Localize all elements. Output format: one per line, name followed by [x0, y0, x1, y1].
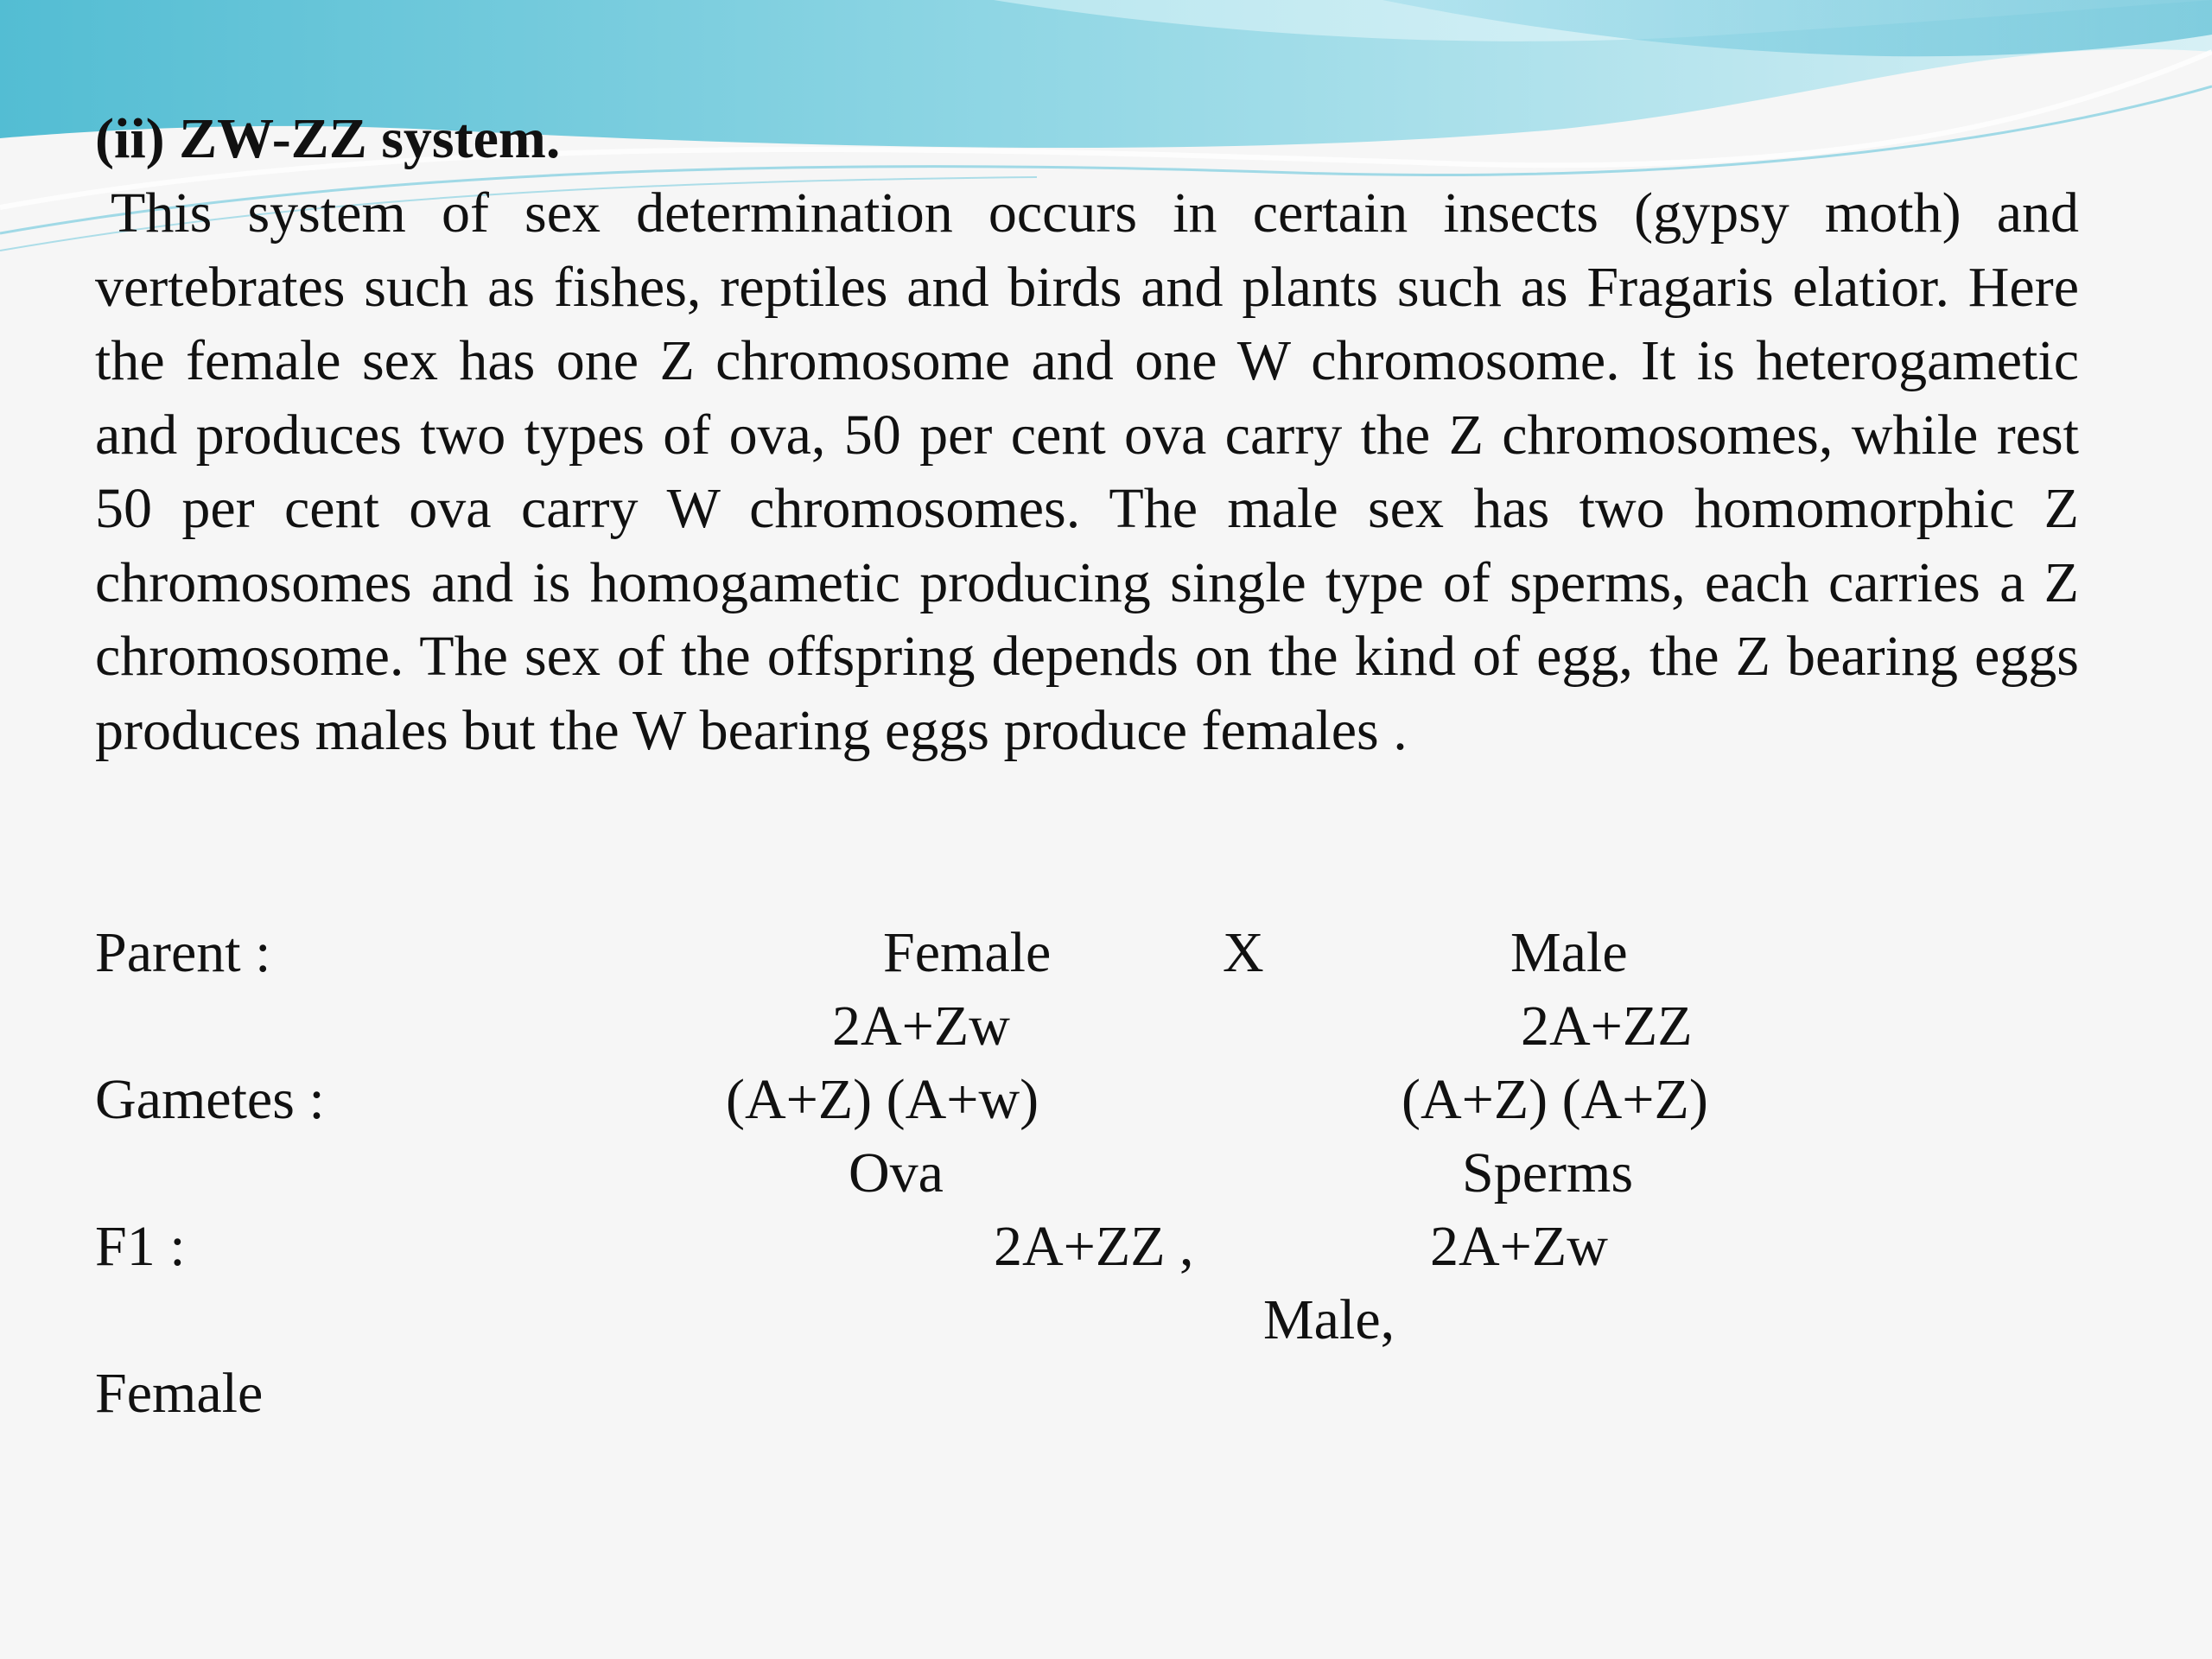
male-parent-label: Male — [1510, 921, 1628, 984]
female-parent-label: Female — [883, 921, 1052, 984]
sperms-label: Sperms — [1462, 1141, 1633, 1205]
parent-label: Parent : — [95, 921, 271, 984]
section-heading: (ii) ZW-ZZ system. — [95, 107, 561, 170]
cross-symbol: X — [1223, 921, 1264, 984]
f1-male-genotype: 2A+ZZ , — [994, 1215, 1194, 1278]
gametes-label: Gametes : — [95, 1068, 325, 1131]
male-gametes: (A+Z) (A+Z) — [1402, 1068, 1708, 1131]
f1-male-label: Male, — [1263, 1288, 1395, 1351]
f1-female-label: Female — [95, 1362, 264, 1425]
body-paragraph-text: This system of sex determination occurs in certain insects (gypsy moth) and vertebrates such as fishes, reptiles and birds and plants such as Fragaris elatior. Here the female sex has one Z chromosome and one W chromosome. It is heterogametic and produces two types of ova, 50 per cent ova carry the Z chromosomes, while rest 50 per cent ova carry W chromosomes. The male sex has two homomorphic Z chromosomes and is homogametic producing single type of sperms, each carries a Z chromosome. The sex of the offspring depends on the kind of egg, the Z bearing eggs produces males but the W bearing eggs produce females . — [95, 181, 2079, 762]
female-gametes: (A+Z) (A+w) — [726, 1068, 1039, 1131]
female-genotype: 2A+Zw — [832, 995, 1010, 1058]
ova-label: Ova — [849, 1141, 944, 1205]
f1-label: F1 : — [95, 1215, 186, 1278]
f1-female-genotype: 2A+Zw — [1430, 1215, 1608, 1278]
male-genotype: 2A+ZZ — [1521, 995, 1693, 1058]
